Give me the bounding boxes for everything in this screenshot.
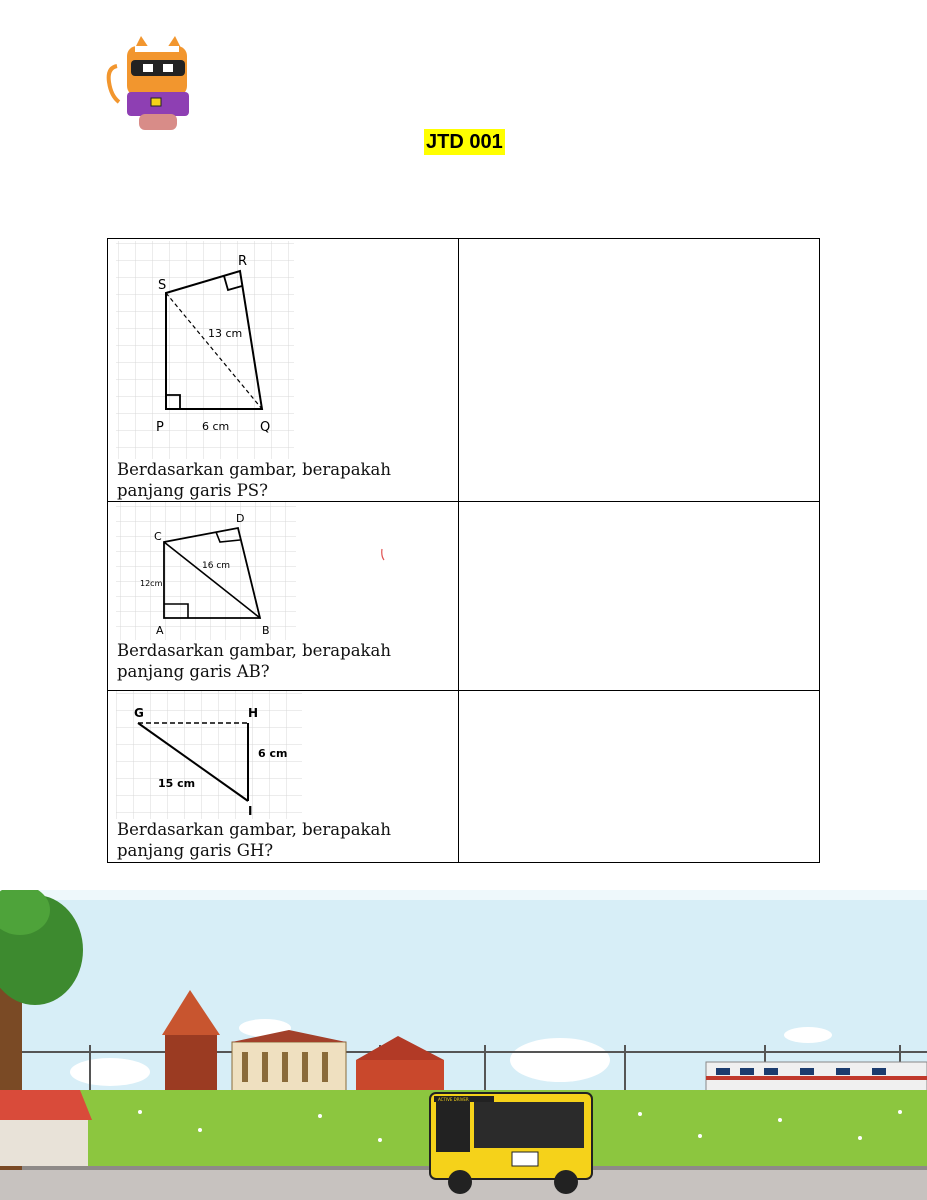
label-d: D xyxy=(236,512,245,525)
label-h: H xyxy=(248,706,259,720)
label-p: P xyxy=(156,420,164,435)
city-scene-illustration xyxy=(0,890,927,1200)
bus-sign: ACTIVE DRIVER xyxy=(438,1097,469,1102)
label-r: R xyxy=(238,254,248,269)
label-g: G xyxy=(134,706,144,720)
answer-cell-1[interactable] xyxy=(458,239,819,502)
label-b: B xyxy=(262,624,270,637)
side-length: 12cm xyxy=(140,579,163,588)
stray-pen-mark xyxy=(380,548,386,562)
label-s: S xyxy=(158,278,167,293)
hypotenuse-length: 15 cm xyxy=(158,777,196,790)
label-q: Q xyxy=(260,420,271,435)
side-length: 6 cm xyxy=(258,747,288,760)
page-title: JTD 001 xyxy=(426,131,503,153)
label-c: C xyxy=(154,530,162,543)
question-table xyxy=(107,238,820,863)
diagonal-length: 13 cm xyxy=(208,327,243,340)
table-row xyxy=(108,239,820,502)
question-cell-2 xyxy=(108,502,459,691)
table-row xyxy=(108,502,820,691)
question-cell-1 xyxy=(108,239,459,502)
quadrilateral-abcd-figure xyxy=(116,502,296,640)
trapezoid-pqrs-figure xyxy=(116,241,294,459)
question-cell-3 xyxy=(108,691,459,863)
diagonal-length: 16 cm xyxy=(202,561,231,571)
question-text-2: Berdasarkan gambar, berapakah panjang garis AB? xyxy=(117,641,391,681)
answer-cell-2[interactable] xyxy=(458,502,819,691)
label-a: A xyxy=(156,624,164,637)
base-length: 6 cm xyxy=(202,420,230,433)
question-text-3: Berdasarkan gambar, berapakah panjang garis GH? xyxy=(117,820,391,860)
question-text-1: Berdasarkan gambar, berapakah panjang garis PS? xyxy=(117,460,391,500)
label-i: I xyxy=(248,804,253,818)
triangle-ghi-figure xyxy=(116,691,302,819)
table-row xyxy=(108,691,820,863)
cat-mascot-logo xyxy=(105,36,197,132)
answer-cell-3[interactable] xyxy=(458,691,819,863)
